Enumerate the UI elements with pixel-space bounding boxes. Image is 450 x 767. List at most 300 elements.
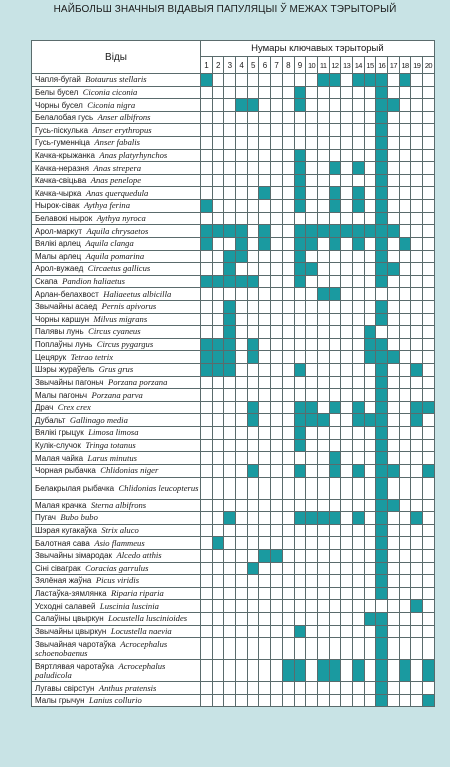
species-name-cell bbox=[32, 401, 201, 414]
territory-cell-empty bbox=[282, 162, 294, 175]
territory-cell-empty bbox=[317, 237, 329, 250]
territory-cell-empty bbox=[271, 414, 283, 427]
species-name-cell bbox=[32, 225, 201, 238]
territory-cell-filled bbox=[388, 351, 400, 364]
species-name-cell bbox=[32, 237, 201, 250]
territory-cell-empty bbox=[247, 212, 259, 225]
territory-cell-filled bbox=[376, 439, 388, 452]
territory-cell-empty bbox=[236, 575, 248, 588]
territory-cell-empty bbox=[341, 537, 353, 550]
species-common-name: Звычайны зімародак bbox=[35, 551, 113, 561]
territory-cell-empty bbox=[259, 638, 271, 660]
territory-cell-filled bbox=[294, 364, 306, 377]
territory-cell-empty bbox=[224, 612, 236, 625]
territory-cell-empty bbox=[212, 326, 224, 339]
territory-cell-empty bbox=[352, 275, 364, 288]
territory-number-header: 17 bbox=[388, 57, 400, 74]
territory-cell-empty bbox=[329, 694, 341, 707]
territory-cell-empty bbox=[224, 575, 236, 588]
territory-cell-empty bbox=[364, 660, 376, 682]
territory-cell-filled bbox=[376, 587, 388, 600]
territory-cell-filled bbox=[306, 263, 318, 276]
territory-cell-empty bbox=[399, 477, 411, 499]
territory-cell-empty bbox=[306, 464, 318, 477]
table-row bbox=[32, 499, 435, 512]
territory-cell-empty bbox=[306, 326, 318, 339]
territory-cell-empty bbox=[423, 338, 435, 351]
species-name-cell bbox=[32, 427, 201, 440]
territory-cell-empty bbox=[317, 124, 329, 137]
territory-cell-empty bbox=[411, 499, 423, 512]
territory-cell-filled bbox=[352, 401, 364, 414]
table-row bbox=[32, 288, 435, 301]
territory-cell-empty bbox=[411, 250, 423, 263]
territory-cell-filled bbox=[376, 250, 388, 263]
territory-cell-empty bbox=[201, 99, 213, 112]
territory-cell-empty bbox=[388, 524, 400, 537]
table-row bbox=[32, 174, 435, 187]
territory-cell-filled bbox=[212, 275, 224, 288]
territory-cell-empty bbox=[236, 414, 248, 427]
territory-cell-empty bbox=[317, 212, 329, 225]
territory-cell-empty bbox=[364, 124, 376, 137]
territory-cell-filled bbox=[376, 237, 388, 250]
territory-cell-filled bbox=[201, 74, 213, 87]
territory-cell-empty bbox=[236, 124, 248, 137]
territory-cell-empty bbox=[259, 512, 271, 525]
territory-cell-empty bbox=[224, 464, 236, 477]
territory-cell-empty bbox=[294, 124, 306, 137]
territory-cell-filled bbox=[201, 225, 213, 238]
territory-cell-empty bbox=[352, 263, 364, 276]
territory-cell-empty bbox=[236, 694, 248, 707]
territory-cell-empty bbox=[282, 625, 294, 638]
territory-cell-empty bbox=[259, 364, 271, 377]
territory-cell-empty bbox=[247, 600, 259, 613]
territory-cell-empty bbox=[329, 149, 341, 162]
territory-cell-empty bbox=[224, 499, 236, 512]
territory-cell-empty bbox=[271, 427, 283, 440]
territory-cell-filled bbox=[376, 414, 388, 427]
territory-cell-empty bbox=[294, 612, 306, 625]
territory-cell-empty bbox=[341, 549, 353, 562]
territory-cell-empty bbox=[236, 499, 248, 512]
territory-cell-empty bbox=[282, 427, 294, 440]
territory-cell-empty bbox=[352, 694, 364, 707]
territory-cell-empty bbox=[212, 250, 224, 263]
territory-cell-empty bbox=[247, 376, 259, 389]
species-latin-name: Riparia riparia bbox=[111, 588, 164, 599]
territory-cell-filled bbox=[317, 288, 329, 301]
territory-cell-empty bbox=[294, 376, 306, 389]
territory-cell-empty bbox=[388, 111, 400, 124]
species-latin-name: Strix aluco bbox=[101, 525, 139, 536]
territory-cell-empty bbox=[294, 549, 306, 562]
territory-cell-empty bbox=[364, 600, 376, 613]
territory-cell-empty bbox=[212, 499, 224, 512]
territory-cell-empty bbox=[411, 562, 423, 575]
territory-cell-empty bbox=[352, 439, 364, 452]
territory-cell-empty bbox=[271, 562, 283, 575]
territory-cell-empty bbox=[282, 376, 294, 389]
territory-cell-empty bbox=[247, 477, 259, 499]
species-latin-name: Sterna albifrons bbox=[90, 499, 147, 510]
territory-cell-empty bbox=[364, 389, 376, 402]
territory-cell-empty bbox=[259, 149, 271, 162]
species-common-name: Гусь-гуменніца bbox=[35, 138, 90, 148]
territory-cell-empty bbox=[341, 338, 353, 351]
territory-cell-filled bbox=[294, 250, 306, 263]
species-common-name: Качка-чырка bbox=[35, 188, 82, 198]
territory-cell-filled bbox=[376, 124, 388, 137]
territory-cell-empty bbox=[282, 351, 294, 364]
territory-cell-empty bbox=[329, 300, 341, 313]
territory-cell-empty bbox=[329, 427, 341, 440]
species-name-cell bbox=[32, 200, 201, 213]
territory-cell-empty bbox=[341, 288, 353, 301]
territory-cell-filled bbox=[201, 364, 213, 377]
species-common-name: Нырок-сівак bbox=[35, 201, 80, 211]
territory-cell-empty bbox=[212, 694, 224, 707]
territory-cell-empty bbox=[341, 512, 353, 525]
territory-cell-filled bbox=[329, 187, 341, 200]
territory-cell-empty bbox=[388, 187, 400, 200]
territory-cell-empty bbox=[224, 237, 236, 250]
territory-cell-filled bbox=[423, 464, 435, 477]
territory-cell-empty bbox=[247, 187, 259, 200]
territory-cell-empty bbox=[341, 389, 353, 402]
territory-number-header: 16 bbox=[376, 57, 388, 74]
territory-cell-empty bbox=[259, 660, 271, 682]
territory-cell-filled bbox=[352, 512, 364, 525]
territory-cell-empty bbox=[282, 612, 294, 625]
territory-cell-empty bbox=[317, 477, 329, 499]
territory-cell-empty bbox=[411, 464, 423, 477]
territory-cell-empty bbox=[388, 562, 400, 575]
species-name-cell bbox=[32, 612, 201, 625]
territory-cell-empty bbox=[352, 174, 364, 187]
territory-number-header: 4 bbox=[236, 57, 248, 74]
species-latin-name: Acrocephalus paludicola bbox=[35, 660, 166, 680]
territory-cell-empty bbox=[236, 512, 248, 525]
territory-cell-empty bbox=[411, 174, 423, 187]
territory-cell-empty bbox=[236, 200, 248, 213]
territory-cell-empty bbox=[364, 149, 376, 162]
territory-number-header: 11 bbox=[317, 57, 329, 74]
territory-cell-empty bbox=[282, 212, 294, 225]
territory-number-header: 1 bbox=[201, 57, 213, 74]
territory-cell-empty bbox=[247, 427, 259, 440]
territory-cell-empty bbox=[317, 612, 329, 625]
species-common-name: Дубальт bbox=[35, 415, 66, 425]
territory-cell-empty bbox=[247, 250, 259, 263]
territory-cell-empty bbox=[306, 250, 318, 263]
territory-cell-filled bbox=[236, 275, 248, 288]
territory-cell-filled bbox=[201, 200, 213, 213]
territory-cell-empty bbox=[201, 682, 213, 695]
territory-cell-filled bbox=[329, 401, 341, 414]
species-common-name: Качка-свіцьва bbox=[35, 176, 87, 186]
species-common-name: Белакрылая рыбачка bbox=[35, 483, 115, 493]
territory-cell-empty bbox=[236, 263, 248, 276]
species-latin-name: Ciconia nigra bbox=[87, 99, 136, 110]
territory-cell-empty bbox=[282, 549, 294, 562]
species-name-cell bbox=[32, 537, 201, 550]
territory-cell-empty bbox=[388, 300, 400, 313]
table-row bbox=[32, 427, 435, 440]
species-name-cell bbox=[32, 250, 201, 263]
territory-cell-filled bbox=[294, 162, 306, 175]
territory-cell-empty bbox=[271, 587, 283, 600]
territory-cell-empty bbox=[399, 427, 411, 440]
territory-cell-filled bbox=[388, 464, 400, 477]
species-common-name: Чорная рыбачка bbox=[35, 466, 96, 476]
territory-cell-empty bbox=[423, 124, 435, 137]
species-common-name: Салаўіны цвыркун bbox=[35, 614, 104, 624]
territory-cell-empty bbox=[259, 401, 271, 414]
territory-cell-empty bbox=[317, 549, 329, 562]
territory-cell-empty bbox=[201, 477, 213, 499]
territory-cell-empty bbox=[236, 364, 248, 377]
territory-cell-empty bbox=[388, 86, 400, 99]
territory-cell-empty bbox=[282, 288, 294, 301]
territory-cell-empty bbox=[236, 587, 248, 600]
territory-cell-filled bbox=[212, 225, 224, 238]
page-title: НАЙБОЛЬШ ЗНАЧНЫЯ ВІДАВЫЯ ПАПУЛЯЦЫІ Ў МЕЖАХ ТЭРЫТОРЫЙ bbox=[53, 4, 397, 15]
territory-cell-empty bbox=[317, 452, 329, 465]
territory-cell-empty bbox=[329, 174, 341, 187]
species-name-cell bbox=[32, 338, 201, 351]
table-row bbox=[32, 237, 435, 250]
territory-cell-filled bbox=[259, 225, 271, 238]
territory-cell-empty bbox=[236, 212, 248, 225]
territory-cell-empty bbox=[317, 600, 329, 613]
territory-number-header: 14 bbox=[352, 57, 364, 74]
territory-cell-empty bbox=[352, 149, 364, 162]
species-name-cell bbox=[32, 326, 201, 339]
species-common-name: Вяртлявая чаротаўка bbox=[35, 661, 114, 671]
territory-cell-empty bbox=[388, 237, 400, 250]
territory-cell-empty bbox=[411, 124, 423, 137]
territory-cell-filled bbox=[376, 575, 388, 588]
territory-cell-empty bbox=[411, 612, 423, 625]
territory-cell-empty bbox=[224, 660, 236, 682]
territory-cell-filled bbox=[341, 225, 353, 238]
territory-cell-empty bbox=[294, 537, 306, 550]
territory-cell-empty bbox=[271, 452, 283, 465]
table-row bbox=[32, 401, 435, 414]
territory-cell-empty bbox=[212, 74, 224, 87]
territory-cell-empty bbox=[364, 401, 376, 414]
territory-cell-empty bbox=[352, 389, 364, 402]
species-common-name: Чорны каршун bbox=[35, 314, 90, 324]
territory-cell-empty bbox=[352, 288, 364, 301]
territory-cell-empty bbox=[329, 364, 341, 377]
territory-cell-filled bbox=[411, 600, 423, 613]
species-latin-name: Tringa totanus bbox=[85, 439, 136, 450]
territory-cell-empty bbox=[306, 187, 318, 200]
territory-cell-empty bbox=[294, 682, 306, 695]
table-row bbox=[32, 351, 435, 364]
territory-cell-empty bbox=[201, 401, 213, 414]
territory-cell-filled bbox=[247, 414, 259, 427]
territory-cell-empty bbox=[212, 263, 224, 276]
territory-cell-filled bbox=[376, 263, 388, 276]
territory-cell-empty bbox=[341, 562, 353, 575]
territory-cell-empty bbox=[282, 464, 294, 477]
territory-cell-empty bbox=[201, 124, 213, 137]
territory-cell-empty bbox=[423, 524, 435, 537]
species-latin-name: Crex crex bbox=[57, 402, 91, 413]
territory-cell-empty bbox=[247, 111, 259, 124]
territory-cell-empty bbox=[411, 212, 423, 225]
species-name-cell bbox=[32, 549, 201, 562]
species-name-cell bbox=[32, 124, 201, 137]
territory-cell-empty bbox=[364, 200, 376, 213]
territory-cell-empty bbox=[236, 477, 248, 499]
territory-cell-empty bbox=[259, 537, 271, 550]
territory-cell-empty bbox=[388, 338, 400, 351]
territory-cell-empty bbox=[294, 638, 306, 660]
territory-cell-empty bbox=[352, 549, 364, 562]
territory-cell-empty bbox=[411, 225, 423, 238]
territory-cell-empty bbox=[329, 137, 341, 150]
table-row bbox=[32, 638, 435, 660]
territory-cell-filled bbox=[247, 338, 259, 351]
territory-cell-filled bbox=[364, 338, 376, 351]
territory-cell-empty bbox=[423, 313, 435, 326]
table-row bbox=[32, 524, 435, 537]
table-row bbox=[32, 587, 435, 600]
territory-cell-empty bbox=[282, 326, 294, 339]
territory-cell-empty bbox=[212, 612, 224, 625]
territory-cell-filled bbox=[376, 313, 388, 326]
territory-cell-empty bbox=[201, 300, 213, 313]
territory-cell-empty bbox=[294, 389, 306, 402]
territory-cell-empty bbox=[294, 111, 306, 124]
species-latin-name: Chlidonias niger bbox=[100, 465, 159, 476]
territory-cell-empty bbox=[236, 537, 248, 550]
territory-cell-filled bbox=[201, 237, 213, 250]
species-latin-name: Coracias garrulus bbox=[85, 562, 149, 573]
territory-cell-empty bbox=[201, 313, 213, 326]
territory-cell-empty bbox=[271, 660, 283, 682]
territory-cell-empty bbox=[399, 600, 411, 613]
territory-cell-empty bbox=[399, 338, 411, 351]
territory-cell-empty bbox=[329, 414, 341, 427]
territory-cell-empty bbox=[411, 660, 423, 682]
territory-cell-filled bbox=[376, 549, 388, 562]
territory-cell-empty bbox=[306, 137, 318, 150]
species-common-name: Драч bbox=[35, 403, 54, 413]
territory-cell-empty bbox=[282, 313, 294, 326]
territory-cell-empty bbox=[341, 300, 353, 313]
territory-cell-empty bbox=[224, 625, 236, 638]
territory-cell-empty bbox=[201, 86, 213, 99]
territory-cell-filled bbox=[247, 562, 259, 575]
territory-cell-empty bbox=[259, 275, 271, 288]
territory-cell-filled bbox=[376, 364, 388, 377]
territory-cell-filled bbox=[329, 660, 341, 682]
species-common-name: Малы пагоньч bbox=[35, 390, 88, 400]
territory-cell-empty bbox=[247, 587, 259, 600]
species-common-name: Звычайная чаротаўка bbox=[35, 639, 116, 649]
species-latin-name: Anas penelope bbox=[90, 175, 142, 186]
territory-cell-empty bbox=[224, 600, 236, 613]
territory-cell-empty bbox=[212, 638, 224, 660]
territory-cell-empty bbox=[271, 499, 283, 512]
territory-cell-empty bbox=[201, 162, 213, 175]
territory-cell-empty bbox=[236, 313, 248, 326]
territory-cell-empty bbox=[247, 174, 259, 187]
territory-cell-empty bbox=[201, 326, 213, 339]
territory-cell-empty bbox=[306, 74, 318, 87]
territory-cell-empty bbox=[294, 137, 306, 150]
territory-cell-empty bbox=[236, 162, 248, 175]
territory-cell-empty bbox=[423, 326, 435, 339]
territory-cell-empty bbox=[423, 477, 435, 499]
territory-cell-empty bbox=[376, 600, 388, 613]
territory-cell-empty bbox=[352, 364, 364, 377]
territory-cell-empty bbox=[236, 74, 248, 87]
territory-cell-empty bbox=[364, 427, 376, 440]
territory-cell-empty bbox=[364, 625, 376, 638]
territory-cell-filled bbox=[352, 237, 364, 250]
species-name-cell bbox=[32, 575, 201, 588]
territory-cell-empty bbox=[411, 300, 423, 313]
territory-cell-filled bbox=[317, 512, 329, 525]
territory-cell-empty bbox=[294, 300, 306, 313]
species-latin-name: Ciconia ciconia bbox=[82, 86, 138, 97]
territory-cell-empty bbox=[224, 638, 236, 660]
territory-cell-empty bbox=[341, 313, 353, 326]
territory-cell-empty bbox=[294, 587, 306, 600]
territory-cell-empty bbox=[352, 537, 364, 550]
territory-cell-empty bbox=[212, 562, 224, 575]
territory-cell-filled bbox=[236, 250, 248, 263]
territory-cell-empty bbox=[376, 288, 388, 301]
territory-cell-empty bbox=[341, 351, 353, 364]
species-latin-name: Anas platyrhynchos bbox=[99, 149, 168, 160]
territory-cell-empty bbox=[201, 414, 213, 427]
species-name-cell bbox=[32, 452, 201, 465]
territory-cell-empty bbox=[388, 212, 400, 225]
territory-cell-empty bbox=[364, 575, 376, 588]
territory-cell-empty bbox=[306, 638, 318, 660]
territory-cell-empty bbox=[411, 682, 423, 695]
territory-cell-empty bbox=[411, 587, 423, 600]
territory-cell-empty bbox=[306, 612, 318, 625]
territory-cell-empty bbox=[341, 439, 353, 452]
territory-cell-empty bbox=[388, 149, 400, 162]
territory-cell-empty bbox=[224, 137, 236, 150]
territory-cell-filled bbox=[294, 200, 306, 213]
territory-cell-empty bbox=[411, 187, 423, 200]
territory-cell-filled bbox=[224, 263, 236, 276]
territory-cell-empty bbox=[341, 149, 353, 162]
territory-number-header: 7 bbox=[271, 57, 283, 74]
territory-cell-filled bbox=[236, 99, 248, 112]
species-latin-name: Asio flammeus bbox=[94, 537, 145, 548]
territory-cell-filled bbox=[224, 364, 236, 377]
species-common-name: Чорны бусел bbox=[35, 100, 83, 110]
territory-cell-empty bbox=[352, 212, 364, 225]
species-latin-name: Aquila pomarina bbox=[85, 250, 145, 261]
territory-cell-empty bbox=[224, 427, 236, 440]
species-latin-name: Luscinia luscinia bbox=[99, 600, 159, 611]
territory-cell-empty bbox=[341, 464, 353, 477]
territory-cell-empty bbox=[282, 149, 294, 162]
